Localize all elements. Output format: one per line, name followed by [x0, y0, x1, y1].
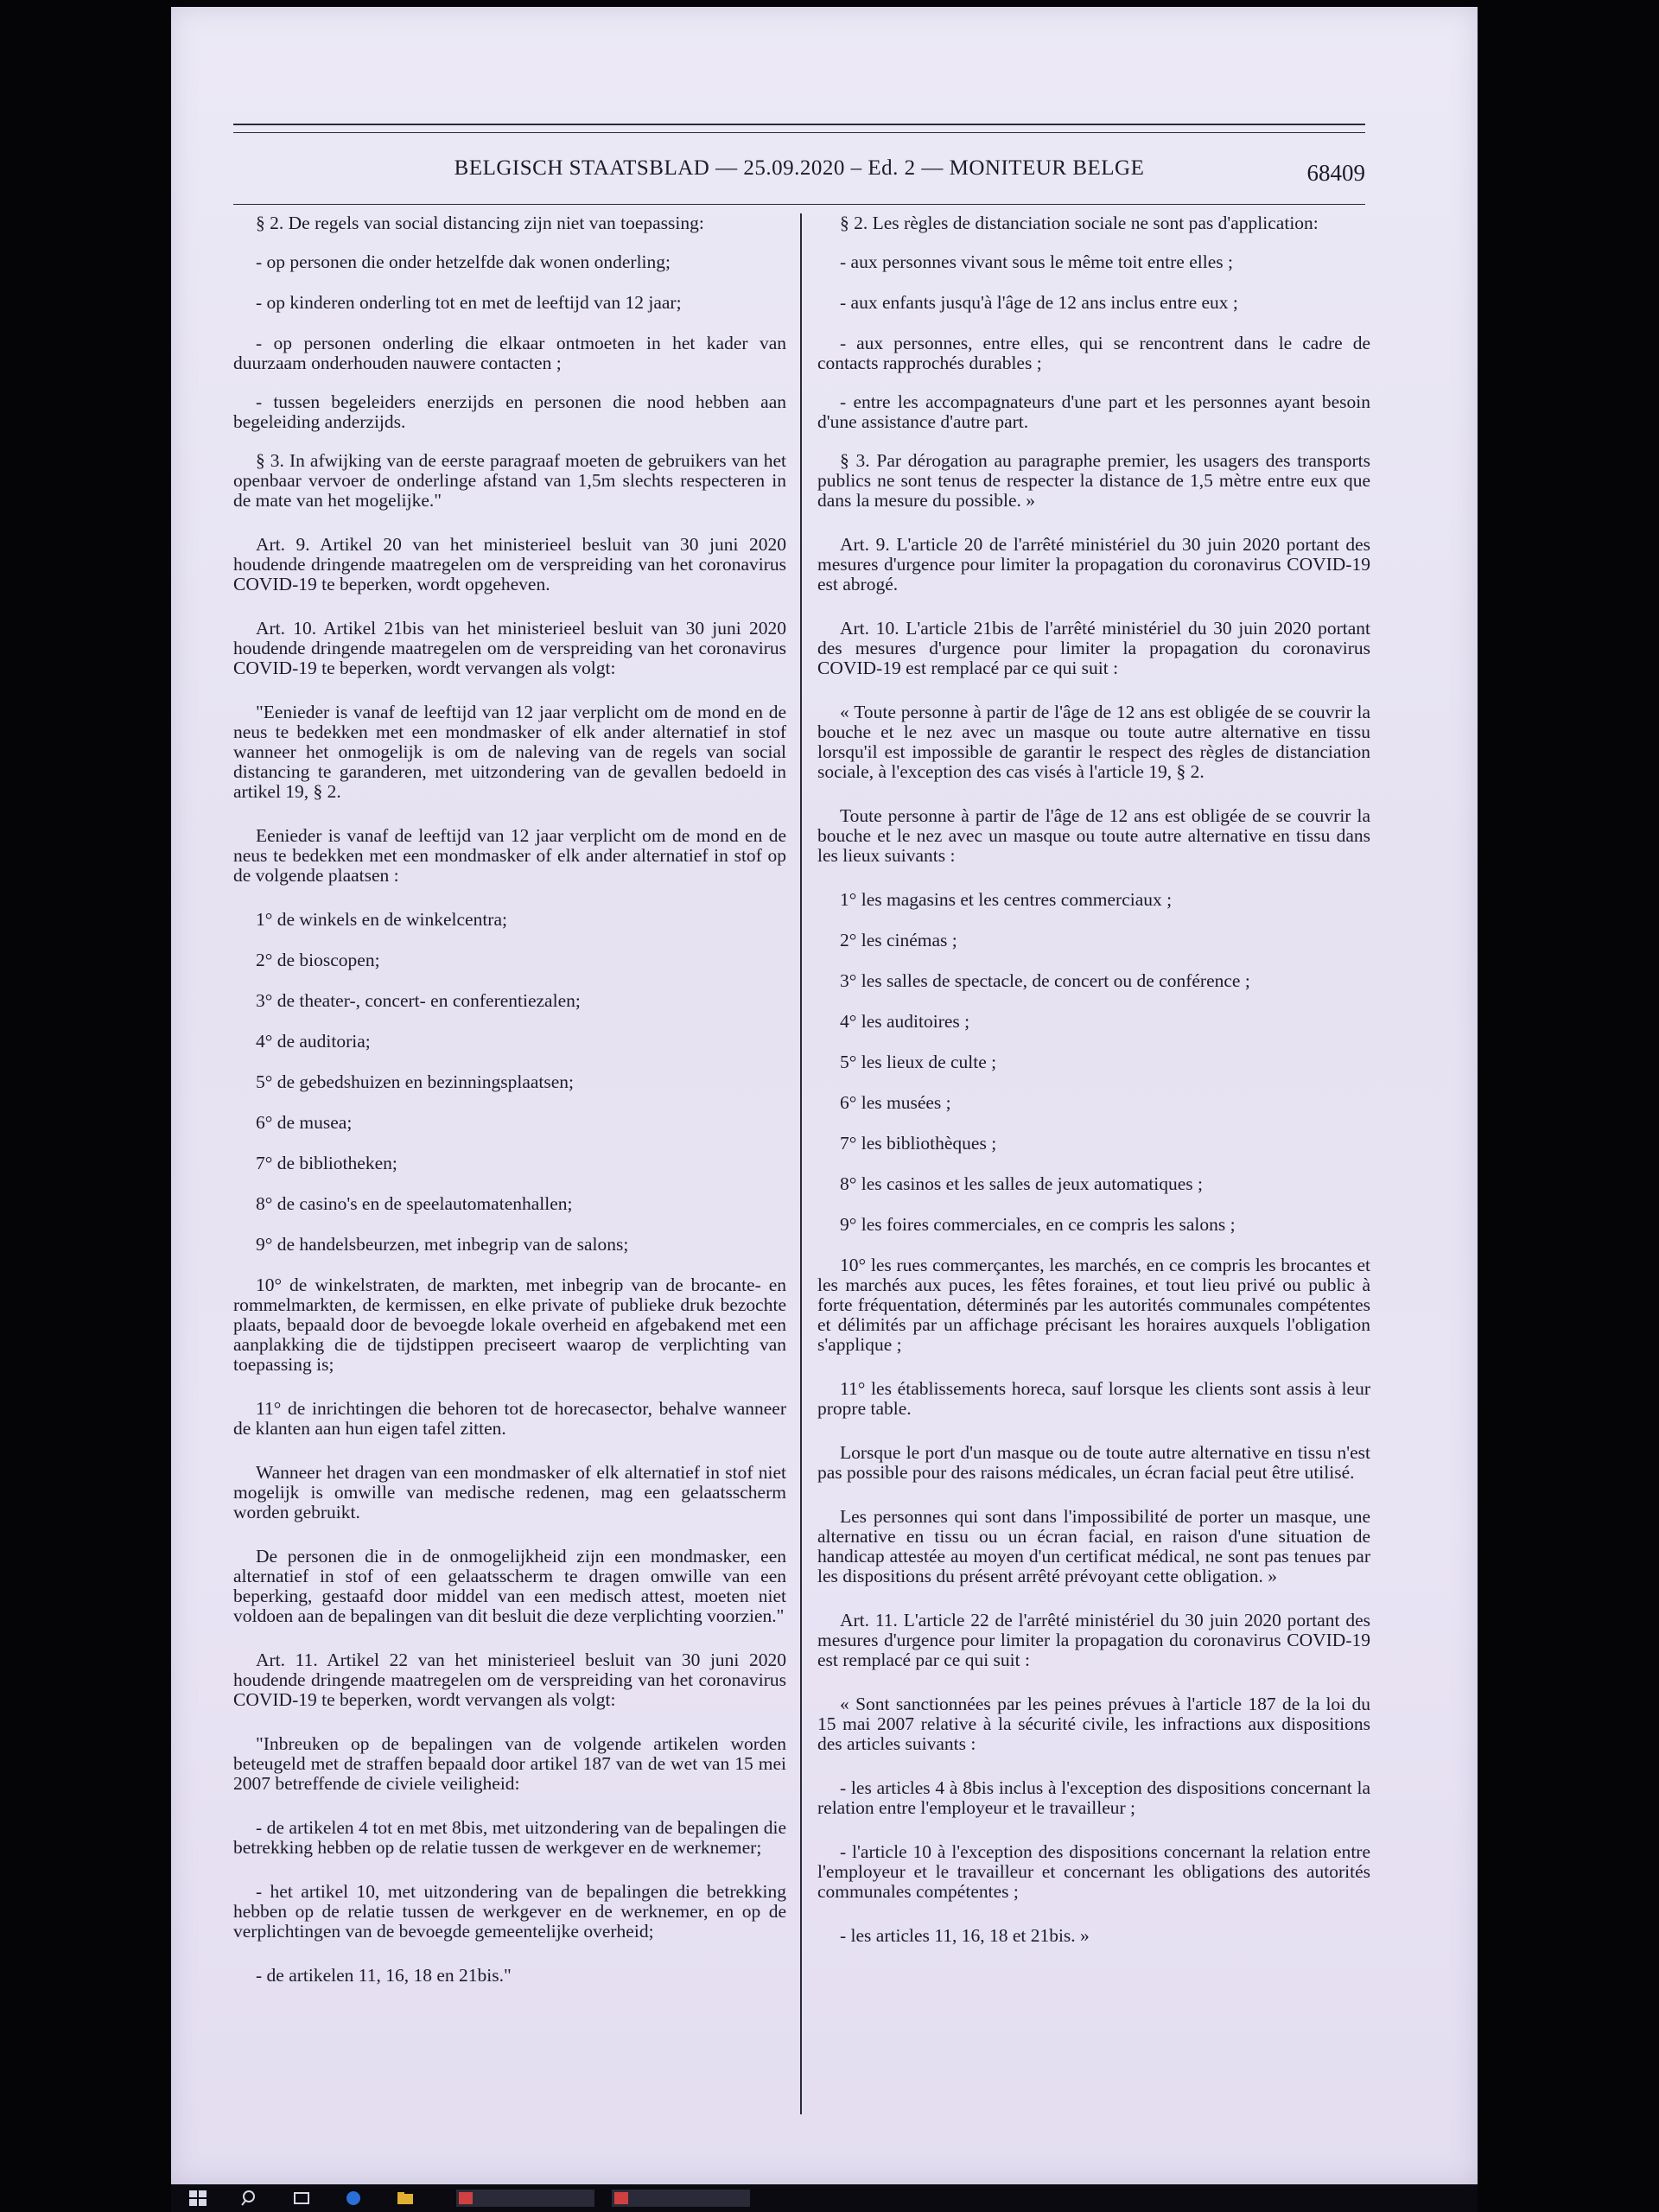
header-bottom-rule [233, 204, 1365, 205]
paragraph: "Eenieder is vanaf de leeftijd van 12 jaar verplicht om de mond en de neus te bedekken met een mondmasker of elk ander alternatief in stof wanneer het onmogelijk is om de naleving van de regels van social distancing te garanderen, met uitzondering van de gevallen bedoeld in artikel 19, § 2. [233, 702, 786, 802]
page-header [233, 124, 1365, 205]
list-item: 3° les salles de spectacle, de concert ou de conférence ; [840, 970, 1250, 991]
french-column [817, 213, 1370, 2114]
list-item: 7° de bibliotheken; [256, 1153, 397, 1173]
paragraph: - l'article 10 à l'exception des dispositions concernant la relation entre l'employeur et le travailleur et concernant les obligations des autorités communales compétentes ; [817, 1841, 1370, 1902]
page-number: 68409 [1306, 160, 1365, 186]
paragraph: Art. 9. Artikel 20 van het ministerieel besluit van 30 juni 2020 houdende dringende maatregelen om de verspreiding van het coronavirus COVID-19 te beperken, wordt opgeheven. [233, 534, 786, 594]
paragraph: - aux personnes, entre elles, qui se rencontrent dans le cadre de contacts rapprochés durables ; [817, 333, 1370, 373]
list-item: 9° les foires commerciales, en ce compris les salons ; [840, 1214, 1236, 1235]
start-icon[interactable] [188, 2190, 207, 2207]
paragraph: « Sont sanctionnées par les peines prévues à l'article 187 de la loi du 15 mai 2007 relative à la sécurité civile, les infractions aux dispositions des articles suivants : [817, 1694, 1370, 1754]
taskbar [171, 2184, 1478, 2212]
paragraph: § 2. Les règles de distanciation sociale ne sont pas d'application: [840, 213, 1319, 233]
list-item: 8° de casino's en de speelautomatenhallen; [256, 1193, 573, 1214]
column-divider [800, 213, 802, 2114]
dutch-column [233, 213, 786, 2114]
paragraph: - de artikelen 11, 16, 18 en 21bis." [256, 1965, 512, 1986]
paragraph: Les personnes qui sont dans l'impossibilité de porter un masque, une alternative en tissu ou un écran facial, en raison d'une situation de handicap attestée au moyen d'un certificat médical, ne sont pas tenues par les dispositions du présent arrêté prévoyant cette obligation. » [817, 1506, 1370, 1586]
list-item: 4° les auditoires ; [840, 1011, 970, 1032]
search-icon[interactable] [240, 2190, 259, 2207]
paragraph: - les articles 11, 16, 18 et 21bis. » [840, 1925, 1090, 1946]
taskbar-window-button[interactable] [456, 2190, 594, 2207]
list-item: 5° les lieux de culte ; [840, 1052, 997, 1072]
list-item: 3° de theater-, concert- en conferentiezalen; [256, 990, 581, 1011]
paragraph: - les articles 4 à 8bis inclus à l'exception des dispositions concernant la relation entre l'employeur et le travailleur ; [817, 1777, 1370, 1818]
paragraph: § 2. De regels van social distancing zijn niet van toepassing: [256, 213, 704, 233]
paragraph: Art. 11. L'article 22 de l'arrêté ministériel du 30 juin 2020 portant des mesures d'urgence pour limiter la propagation du coronavirus COVID-19 est remplacé par ce qui suit : [817, 1610, 1370, 1670]
list-item: 2° les cinémas ; [840, 930, 957, 950]
header-title: BELGISCH STAATSBLAD — 25.09.2020 – Ed. 2 — MONITEUR BELGE [454, 156, 1145, 180]
list-item: 6° de musea; [256, 1112, 353, 1133]
list-item: 11° de inrichtingen die behoren tot de horecasector, behalve wanneer de klanten aan hun eigen tafel zitten. [233, 1398, 786, 1439]
browser-icon[interactable] [344, 2190, 363, 2207]
paragraph: - op personen onderling die elkaar ontmoeten in het kader van duurzaam onderhouden nauwere contacten ; [233, 333, 786, 373]
paragraph: Art. 11. Artikel 22 van het ministerieel besluit van 30 juni 2020 houdende dringende maatregelen om de verspreiding van het coronavirus COVID-19 te beperken, wordt vervangen als volgt: [233, 1649, 786, 1710]
list-item: 4° de auditoria; [256, 1031, 371, 1052]
list-item: 11° les établissements horeca, sauf lorsque les clients sont assis à leur propre table. [817, 1378, 1370, 1419]
taskbar-window-button[interactable] [612, 2190, 750, 2207]
paragraph: - op personen die onder hetzelfde dak wonen onderling; [256, 251, 671, 272]
paragraph: - op kinderen onderling tot en met de leeftijd van 12 jaar; [256, 292, 682, 313]
header-rule [233, 132, 1365, 133]
list-item: 10° les rues commerçantes, les marchés, en ce compris les brocantes et les marchés aux puces, les fêtes foraines, et tout lieu privé ou public à forte fréquentation, déterminés par les autorités communales compétentes et délimités par un affichage précisant les horaires auxquels l'obligation s'applique ; [817, 1255, 1370, 1355]
paragraph: § 3. In afwijking van de eerste paragraaf moeten de gebruikers van het openbaar vervoer de onderlinge afstand van 1,5m slechts respecteren in de mate van het mogelijke." [233, 450, 786, 511]
monitor-screen [171, 7, 1478, 2184]
paragraph: - entre les accompagnateurs d'une part et les personnes ayant besoin d'une assistance d'autre part. [817, 391, 1370, 432]
paragraph: Art. 9. L'article 20 de l'arrêté ministériel du 30 juin 2020 portant des mesures d'urgence pour limiter la propagation du coronavirus COVID-19 est abrogé. [817, 534, 1370, 594]
list-item: 2° de bioscopen; [256, 950, 380, 970]
paragraph: Art. 10. Artikel 21bis van het ministerieel besluit van 30 juni 2020 houdende dringende maatregelen om de verspreiding van het coronavirus COVID-19 te beperken, wordt vervangen als volgt: [233, 618, 786, 678]
list-item: 1° les magasins et les centres commerciaux ; [840, 889, 1173, 910]
paragraph: - aux personnes vivant sous le même toit entre elles ; [840, 251, 1233, 272]
list-item: 9° de handelsbeurzen, met inbegrip van de salons; [256, 1234, 629, 1255]
paragraph: - de artikelen 4 tot en met 8bis, met uitzondering van de bepalingen die betrekking hebben op de relatie tussen de werkgever en de werknemer; [233, 1817, 786, 1858]
paragraph: De personen die in de onmogelijkheid zijn een mondmasker, een alternatief in stof of een gelaatsscherm te dragen omwille van een beperking, gestaafd door middel van een medisch attest, moeten niet voldoen aan de bepalingen van dit besluit die deze verplichting voorzien." [233, 1546, 786, 1626]
paragraph: - tussen begeleiders enerzijds en personen die nood hebben aan begeleiding anderzijds. [233, 391, 786, 432]
list-item: 1° de winkels en de winkelcentra; [256, 909, 507, 930]
list-item: 7° les bibliothèques ; [840, 1133, 997, 1154]
list-item: 6° les musées ; [840, 1092, 951, 1113]
paragraph: § 3. Par dérogation au paragraphe premier, les usagers des transports publics ne sont tenus de respecter la distance de 1,5 mètre entre eux que dans la mesure du possible. » [817, 450, 1370, 511]
list-item: 8° les casinos et les salles de jeux automatiques ; [840, 1173, 1203, 1194]
paragraph: Wanneer het dragen van een mondmasker of elk alternatief in stof niet mogelijk is omwille van medische redenen, mag een gelaatsscherm worden gebruikt. [233, 1462, 786, 1522]
paragraph: - het artikel 10, met uitzondering van de bepalingen die betrekking hebben op de relatie tussen de werkgever en de werknemer, en op de verplichtingen van de bevoegde gemeentelijke overheid; [233, 1881, 786, 1942]
paragraph: "Inbreuken op de bepalingen van de volgende artikelen worden beteugeld met de straffen bepaald door artikel 187 van de wet van 15 mei 2007 betreffende de civiele veiligheid: [233, 1733, 786, 1794]
list-item: 5° de gebedshuizen en bezinningsplaatsen; [256, 1071, 575, 1092]
paragraph: - aux enfants jusqu'à l'âge de 12 ans inclus entre eux ; [840, 292, 1238, 313]
paragraph: Toute personne à partir de l'âge de 12 ans est obligée de se couvrir la bouche et le nez avec un masque ou toute autre alternative en tissu dans les lieux suivants : [817, 805, 1370, 866]
paragraph: « Toute personne à partir de l'âge de 12 ans est obligée de se couvrir la bouche et le nez avec un masque ou toute autre alternative en tissu lorsqu'il est impossible de garantir le respect des règles de distanciation sociale, à l'exception des cas visés à l'article 19, § 2. [817, 702, 1370, 782]
gazette-page [233, 124, 1370, 2128]
task-view-icon[interactable] [292, 2190, 311, 2207]
paragraph: Art. 10. L'article 21bis de l'arrêté ministériel du 30 juin 2020 portant des mesures d'urgence pour limiter la propagation du coronavirus COVID-19 est remplacé par ce qui suit : [817, 618, 1370, 678]
paragraph: Eenieder is vanaf de leeftijd van 12 jaar verplicht om de mond en de neus te bedekken met een mondmasker of elk ander alternatief in stof op de volgende plaatsen : [233, 825, 786, 886]
list-item: 10° de winkelstraten, de markten, met inbegrip van de brocante- en rommelmarkten, de kermissen, en elke private of publieke druk bezochte plaats, bepaald door de bevoegde lokale overheid en afgebakend met een aanplakking die de tijdstippen preciseert waarop de verplichting van toepassing is; [233, 1274, 786, 1375]
folder-icon[interactable] [396, 2190, 415, 2207]
paragraph: Lorsque le port d'un masque ou de toute autre alternative en tissu n'est pas possible pour des raisons médicales, un écran facial peut être utilisé. [817, 1442, 1370, 1483]
